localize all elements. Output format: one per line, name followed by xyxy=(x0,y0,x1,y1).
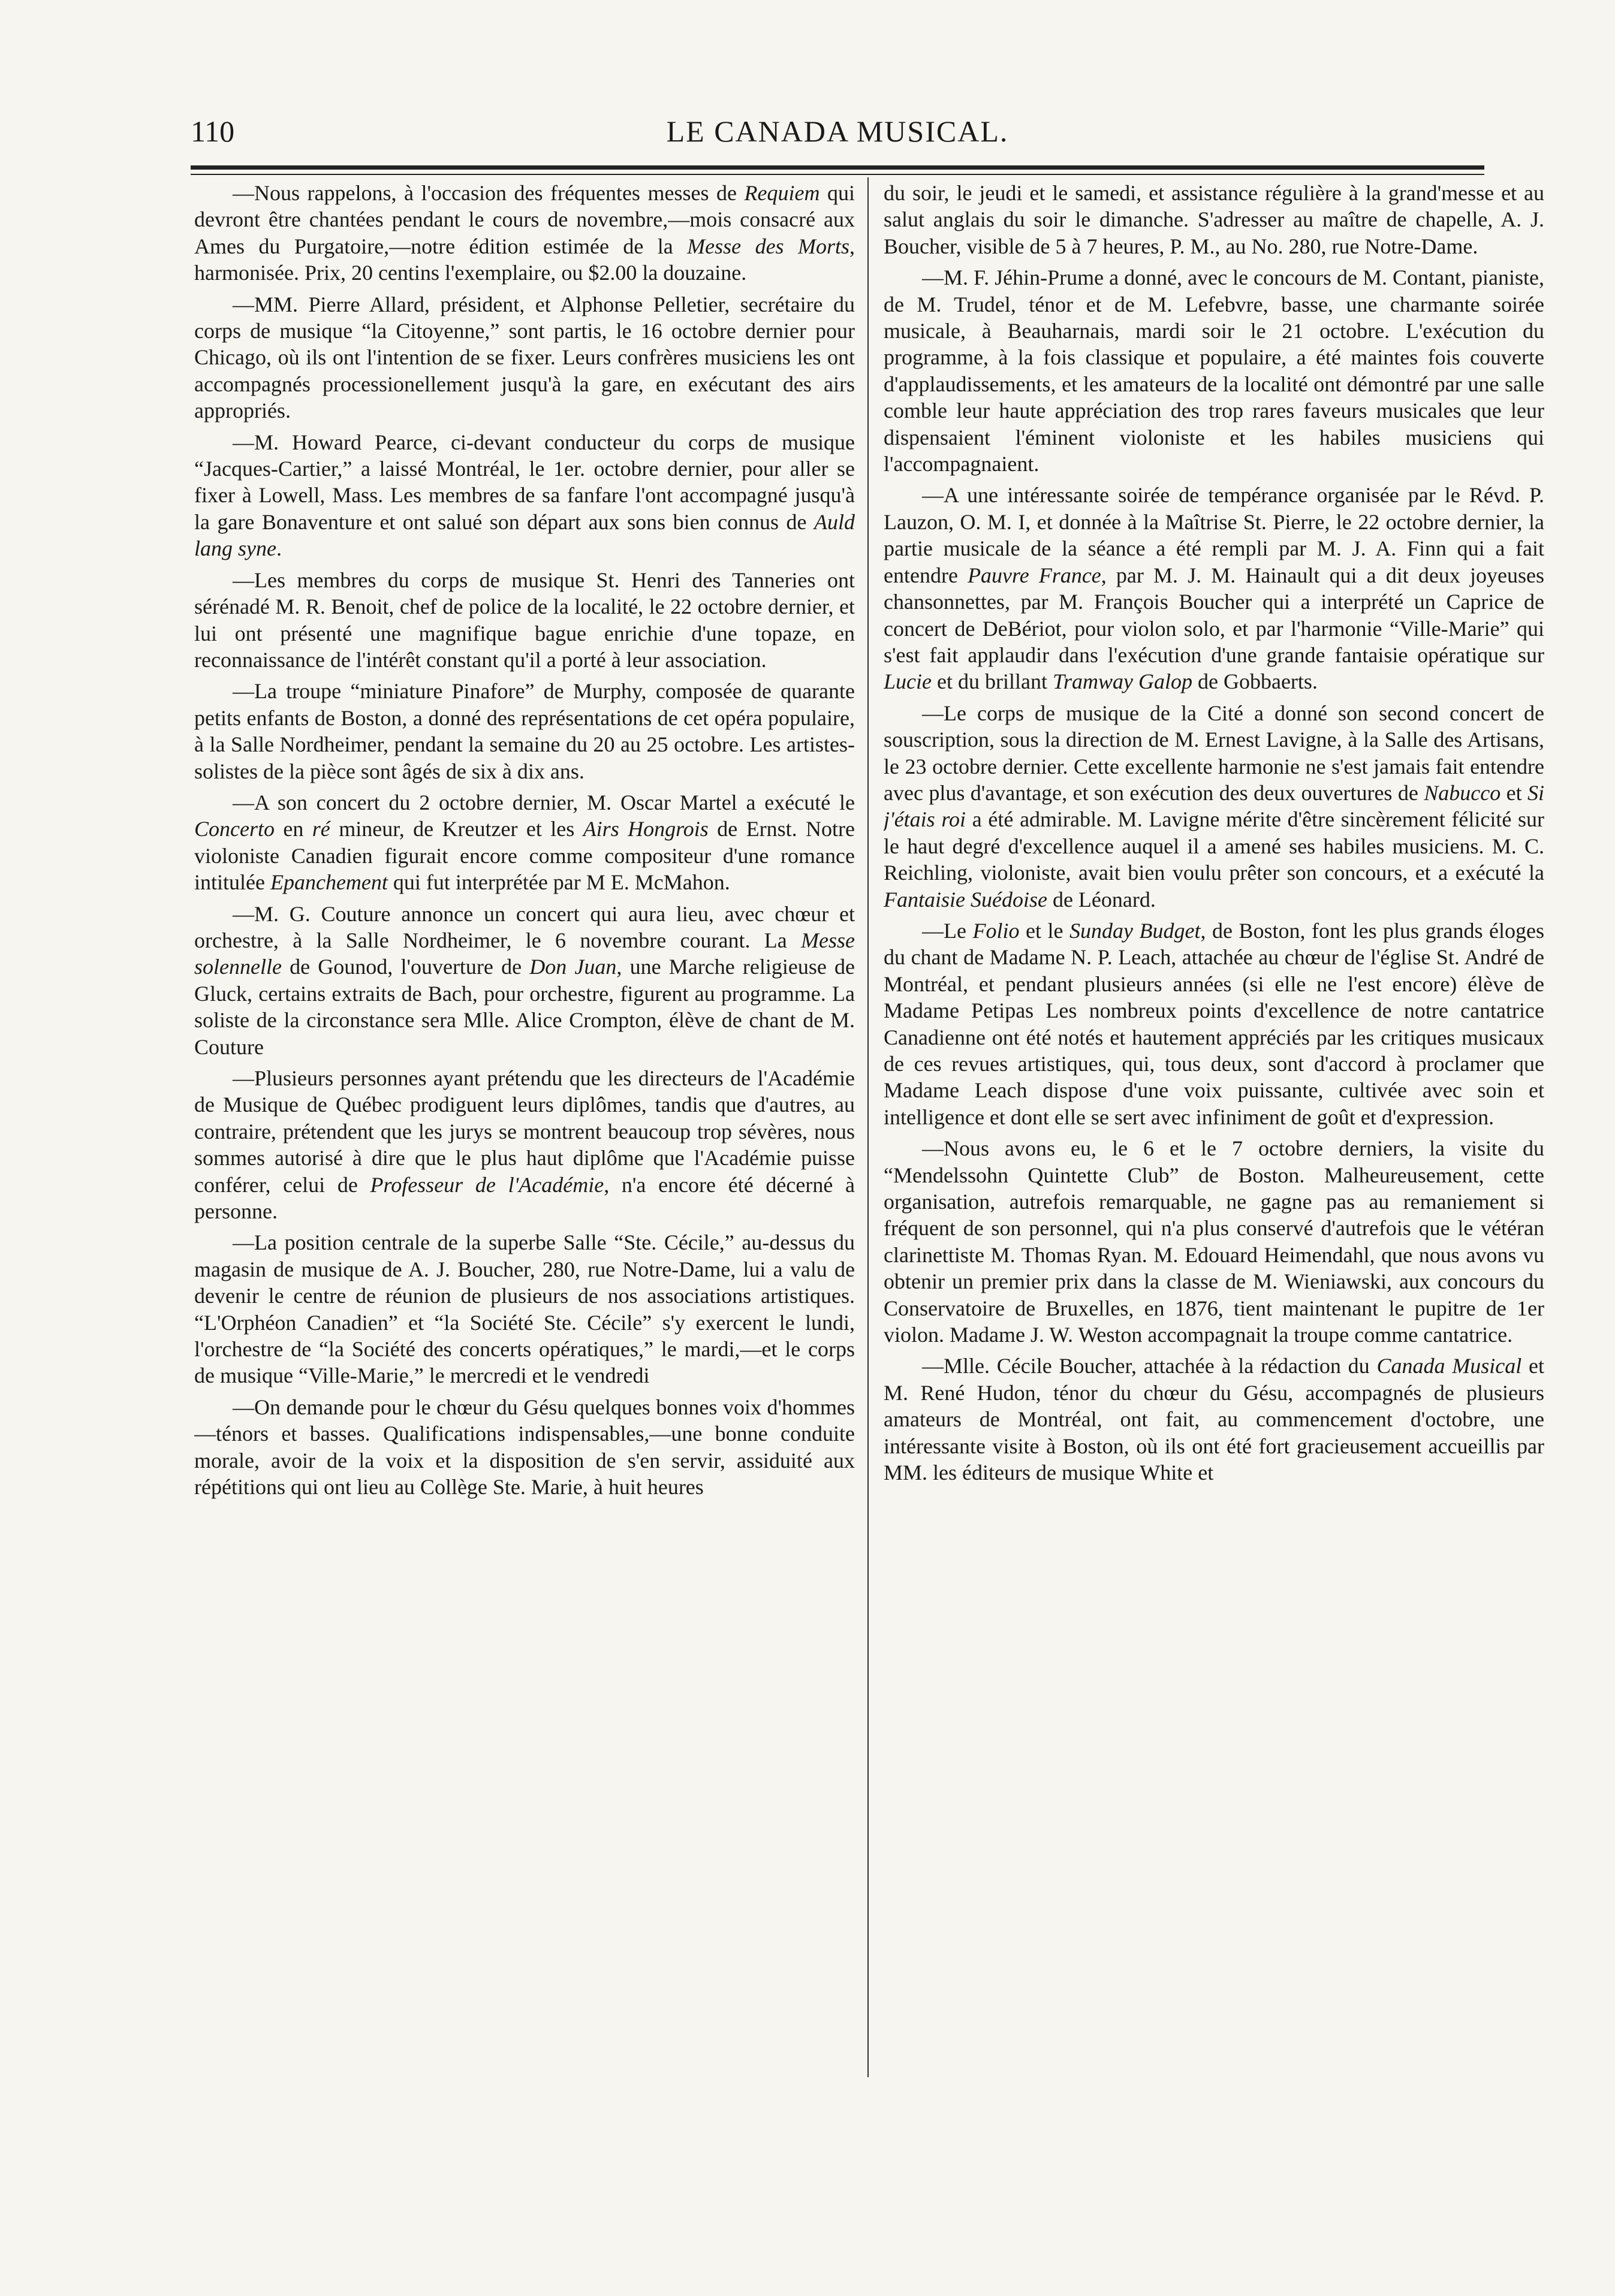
text-run: —MM. Pierre Allard, président, et Alphonse Pelletier, secrétaire du corps de musique “la Citoyenne,” sont partis, le 16 octobre dernier pour Chicago, où ils ont l'intention de se fixer. Leurs confrères musiciens les ont accompagnés processionellement jusqu'à la gare, en exécutant des airs appropriés. xyxy=(194,292,855,423)
text-run: a été admirable. M. Lavigne mérite d'être sincèrement félicité sur le haut degré d'excellence auquel il a amené ses habiles musiciens. M. C. Reichling, violoniste, avait bien voulu prêter son concours, et a exécuté la xyxy=(884,807,1544,885)
text-run: et xyxy=(1500,780,1527,805)
italic-title: Si j'étais roi xyxy=(884,780,1544,832)
paragraph xyxy=(884,264,1544,477)
paragraph xyxy=(194,567,855,674)
italic-title: Messe solennelle xyxy=(194,928,855,979)
text-run: —Les membres du corps de musique St. Henri des Tanneries ont sérénadé M. R. Benoit, chef de police de la localité, le 22 octobre dernier, et lui ont présenté une magnifique bague enrichie d'une topaze, en reconnaissance de l'intérêt constant qu'il a porté à leur association. xyxy=(194,568,855,672)
text-run: de Gobbaerts. xyxy=(1192,669,1318,694)
paragraph xyxy=(194,1394,855,1501)
italic-title: Lucie xyxy=(884,669,932,694)
paragraph xyxy=(194,1065,855,1224)
paragraph xyxy=(194,901,855,1060)
text-run: —M. Howard Pearce, ci-devant conducteur du corps de musique “Jacques-Cartier,” a laissé Montréal, le 1er. octobre dernier, pour aller se fixer à Lowell, Mass. Les membres de sa fanfare l'ont accompagné jusqu'à la gare Bonaventure et ont salué son départ aux sons bien connus de xyxy=(194,430,855,534)
italic-title: Epanchement xyxy=(270,870,388,895)
italic-title: Professeur de l'Académie xyxy=(370,1172,604,1197)
text-run: —M. G. Couture annonce un concert qui aura lieu, avec chœur et orchestre, à la Salle Nordheimer, le 6 novembre courant. La xyxy=(194,901,855,952)
header-rule-thin xyxy=(191,174,1484,175)
italic-title: Fantaisie Suédoise xyxy=(884,887,1047,912)
text-run: —On demande pour le chœur du Gésu quelques bonnes voix d'hommes—ténors et basses. Qualifications indispensables,—une bonne conduite morale, avoir de la voix et la disposition de s'en servir, assiduité aux répétitions qui ont lieu au Collège Ste. Marie, à huit heures xyxy=(194,1395,855,1500)
text-run: —Nous avons eu, le 6 et le 7 octobre derniers, la visite du “Mendelssohn Quintette Club” de Boston. Malheureusement, cette organisation, autrefois remarquable, ne gagne pas au remaniement si fréquent de son personnel, qui n'a plus conservé d'autrefois que le vétéran clarinettiste M. Thomas Ryan. M. Edouard Heimendahl, que nous avons vu obtenir un premier prix dans la classe de M. Wieniawski, aux concours du Conservatoire de Bruxelles, en 1876, tient maintenant le pupitre de 1er violon. Madame J. W. Weston accompagnait la troupe comme cantatrice. xyxy=(884,1136,1544,1347)
text-run: —Le corps de musique de la Cité a donné son second concert de souscription, sous la direction de M. Ernest Lavigne, à la Salle des Artisans, le 23 octobre dernier. Cette excellente harmonie ne s'est jamais fait entendre avec plus d'avantage, et son exécution des deux ouvertures de xyxy=(884,701,1544,805)
italic-title: Don Juan xyxy=(529,955,617,979)
text-run: qui fut interprétée par M E. McMahon. xyxy=(387,870,730,895)
italic-title: Sunday Budget xyxy=(1069,918,1201,943)
text-run: —Plusieurs personnes ayant prétendu que les directeurs de l'Académie de Musique de Québec prodiguent leurs diplômes, tandis que d'autres, au contraire, prétendent que les jurys se montrent beaucoup trop sévères, nous sommes autorisé à dire que le plus haut diplôme que l'Académie puisse conférer, celui de xyxy=(194,1066,855,1197)
text-run: qui devront être chantées pendant le cours de novembre,—mois consacré aux Ames du Purgatoire,—notre édition estimée de la xyxy=(194,181,855,258)
paragraph xyxy=(884,700,1544,913)
text-run: —La position centrale de la superbe Salle “Ste. Cécile,” au-dessus du magasin de musique de A. J. Boucher, 280, rue Notre-Dame, lui a valu de devenir le centre de réunion de plusieurs de nos associations artistiques. “L'Orphéon Canadien” et “la Société Ste. Cécile” s'y exercent le lundi, l'orchestre de “la Société des concerts opératiques,” le mardi,—et le corps de musique “Ville-Marie,” le mercredi et le vendredi xyxy=(194,1230,855,1388)
text-run: et du brillant xyxy=(931,669,1053,694)
italic-title: Messe des Morts xyxy=(687,234,849,258)
text-run: et le xyxy=(1019,918,1069,943)
italic-title: Tramway Galop xyxy=(1052,669,1192,694)
text-run: , de Boston, font les plus grands éloges du chant de Madame N. P. Leach, attachée au chœur de l'église St. André de Montréal, et pendant plusieurs années (si elle ne l'est encore) élève de Madame Petipas Les nombreux points d'excellence de notre cantatrice Canadienne ont été notés et hautement appréciés par les critiques musicaux de ces revues artistiques, qui, tous deux, sont d'accord à proclamer que Madame Leach dispose d'une voix puissante, cultivée avec soin et intelligence et dont elle se sert avec infiniment de goût et d'expression. xyxy=(884,918,1544,1129)
text-run: de Ernst. Notre violoniste Canadien figurait encore comme compositeur d'une romance intitulée xyxy=(194,817,855,895)
text-run: de Léonard. xyxy=(1047,887,1156,912)
paragraph xyxy=(884,482,1544,695)
paragraph xyxy=(194,180,855,286)
text-run: —Mlle. Cécile Boucher, attachée à la rédaction du xyxy=(922,1354,1377,1378)
italic-title: Airs Hongrois xyxy=(583,817,709,841)
text-run: —M. F. Jéhin-Prume a donné, avec le concours de M. Contant, pianiste, de M. Trudel, ténor et de M. Lefebvre, basse, une charmante soirée musicale, à Beauharnais, mardi soir le 21 octobre. L'exécution du programme, à la fois classique et populaire, a été maintes fois couverte d'applaudissements, et les amateurs de la localité ont démontré par une salle comble leur haute appréciation des trop rares faveurs musicales que leur dispensaient l'éminent violoniste et les habiles musiciens qui l'accompagnaient. xyxy=(884,265,1544,476)
italic-title: Folio xyxy=(972,918,1020,943)
right-column xyxy=(884,180,1544,2080)
text-run: , une Marche religieuse de Gluck, certains extraits de Bach, pour orchestre, figurent au programme. La soliste de la circonstance sera Mlle. Alice Crompton, élève de chant de M. Couture xyxy=(194,955,855,1059)
italic-title: Requiem xyxy=(744,181,820,205)
column-divider xyxy=(867,177,869,2077)
page-header xyxy=(191,109,1484,157)
paragraph xyxy=(194,789,855,896)
italic-title: Auld lang syne xyxy=(194,509,855,561)
text-run: —La troupe “miniature Pinafore” de Murphy, composée de quarante petits enfants de Boston, a donné des représentations de cet opéra populaire, à la Salle Nordheimer, pendant la semaine du 20 au 25 octobre. Les artistes-solistes de la pièce sont âgés de six à dix ans. xyxy=(194,679,855,783)
header-rule-thick xyxy=(191,165,1484,170)
continued-paragraph: du soir, le jeudi et le samedi, et assistance régulière à la grand'messe et au salut anglais du soir le dimanche. S'adresser au maître de chapelle, A. J. Boucher, visible de 5 à 7 heures, P. M., au No. 280, rue Notre-Dame. xyxy=(884,181,1544,258)
italic-title: Pauvre France xyxy=(968,563,1101,587)
text-run: . xyxy=(276,536,282,561)
italic-title: ré xyxy=(312,817,330,841)
paragraph xyxy=(884,1353,1544,1486)
paragraph xyxy=(194,1229,855,1389)
italic-title: Canada Musical xyxy=(1376,1354,1522,1378)
text-run: mineur, de Kreutzer et les xyxy=(330,817,583,841)
page-number: 110 xyxy=(191,114,235,148)
text-run: de Gounod, l'ouverture de xyxy=(281,955,530,979)
left-column xyxy=(194,180,855,2080)
italic-title: Concerto xyxy=(194,817,275,841)
text-run: —Le xyxy=(922,918,973,943)
paragraph xyxy=(884,1135,1544,1348)
text-run: , harmonisée. Prix, 20 centins l'exemplaire, ou $2.00 la douzaine. xyxy=(194,234,855,285)
text-run: et M. René Hudon, ténor du chœur du Gésu, accompagnés de plusieurs amateurs de Montréal, ont fait, au commencement d'octobre, une intéressante visite à Boston, où ils ont été fort gracieusement accueillis par MM. les éditeurs de musique White et xyxy=(884,1354,1544,1485)
paragraph xyxy=(884,918,1544,1130)
italic-title: Nabucco xyxy=(1424,780,1501,805)
text-run: , par M. J. M. Hainault qui a dit deux joyeuses chansonnettes, par M. François Boucher qui a interprété un Caprice de concert de DeBériot, pour violon solo, et par l'harmonie “Ville-Marie” qui s'est fait applaudir dans l'exécution d'une grande fantaisie opératique sur xyxy=(884,563,1544,667)
text-run: —Nous rappelons, à l'occasion des fréquentes messes de xyxy=(233,181,745,205)
text-run: , n'a encore été décerné à personne. xyxy=(194,1172,855,1224)
paragraph xyxy=(194,291,855,424)
text-run: en xyxy=(274,817,312,841)
paragraph xyxy=(194,678,855,785)
text-run: —A son concert du 2 octobre dernier, M. Oscar Martel a exécuté le xyxy=(233,790,855,814)
paragraph xyxy=(194,429,855,562)
text-run: —A une intéressante soirée de tempérance organisée par le Révd. P. Lauzon, O. M. I, et donnée à la Maîtrise St. Pierre, le 22 octobre dernier, la partie musicale de la séance a été rempli par M. J. A. Finn qui a fait entendre xyxy=(884,483,1544,587)
journal-title: LE CANADA MUSICAL. xyxy=(666,114,1009,148)
